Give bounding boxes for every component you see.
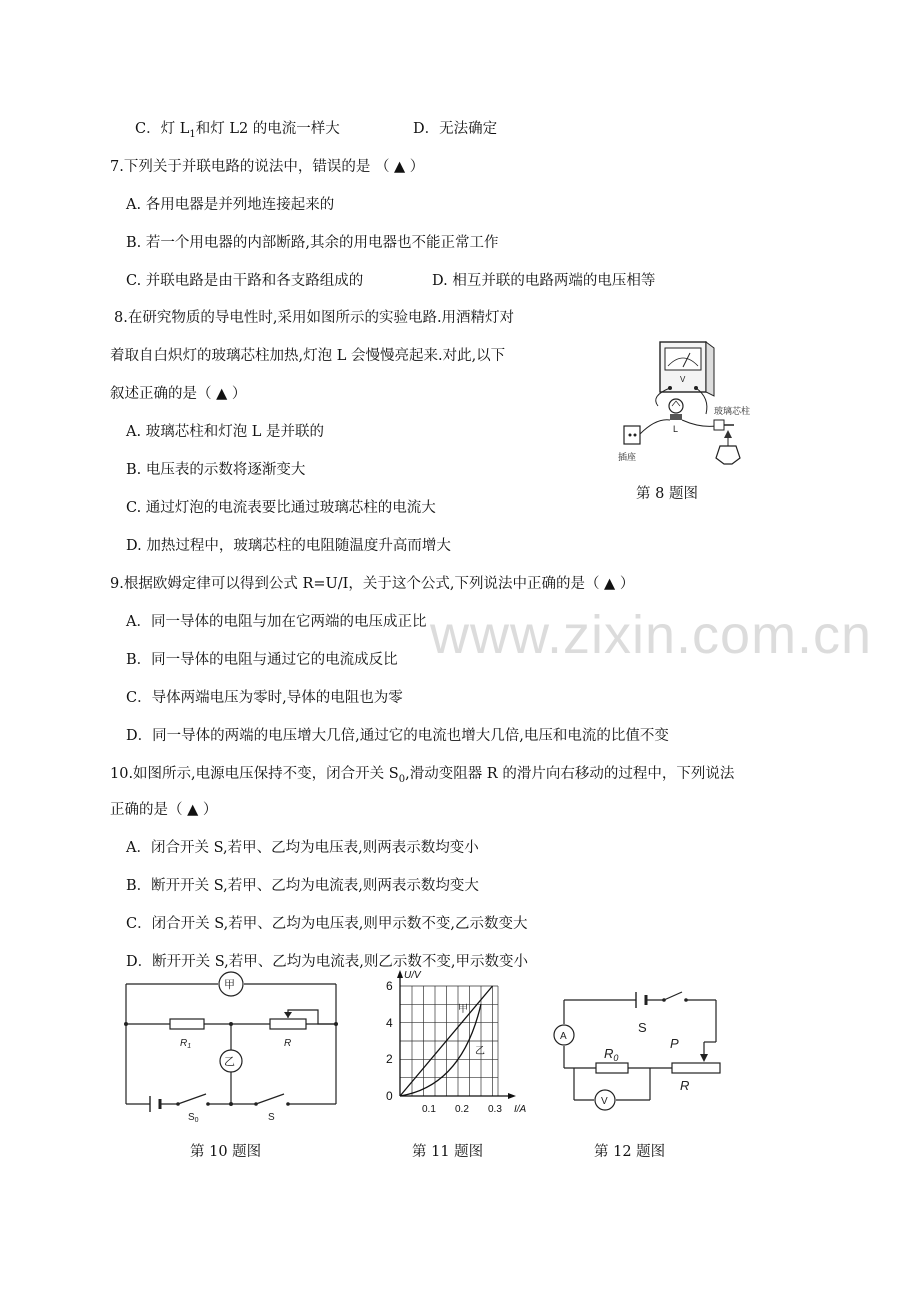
q9-option-d: D．同一导体的两端的电压增大几倍,通过它的电流也增大几倍,电压和电流的比值不变 <box>126 728 669 744</box>
y-tick-6: 6 <box>386 979 393 993</box>
q7-option-c: C. 并联电路是由干路和各支路组成的 <box>126 273 364 289</box>
fig12-r-label: R <box>680 1078 690 1093</box>
q8-option-d: D. 加热过程中，玻璃芯柱的电阻随温度升高而增大 <box>126 538 451 554</box>
meter-jia-label: 甲 <box>224 979 235 991</box>
rheostat-r <box>672 1063 720 1073</box>
q8-option-b: B. 电压表的示数将逐渐变大 <box>126 462 306 478</box>
q9-option-b: B．同一导体的电阻与通过它的电流成反比 <box>126 652 398 668</box>
figure-10-caption: 第 10 题图 <box>190 1144 262 1160</box>
x-tick-01: 0.1 <box>422 1104 436 1115</box>
q10-stem-2: 正确的是（ ▲ ） <box>110 802 218 818</box>
x-tick-02: 0.2 <box>455 1104 469 1115</box>
p-label: P <box>670 1036 679 1051</box>
ammeter-label: A <box>560 1031 567 1042</box>
figure-8-diagram <box>610 334 770 474</box>
socket-icon <box>624 426 640 444</box>
q9-option-a: A．同一导体的电阻与加在它两端的电压成正比 <box>126 614 427 630</box>
q7-option-b: B. 若一个用电器的内部断路,其余的用电器也不能正常工作 <box>126 235 499 251</box>
q10-option-d: D．断开开关 S,若甲、乙均为电流表,则乙示数不变,甲示数变小 <box>126 954 528 970</box>
q10-stem-1-sub: 0 <box>398 773 406 785</box>
q9-stem: 9.根据欧姆定律可以得到公式 R=U/I，关于这个公式,下列说法中正确的是（ ▲ ） <box>110 576 635 592</box>
q6-option-c-sub: 1 <box>189 128 196 140</box>
series-jia-label: 甲 <box>458 1004 468 1015</box>
q10-stem-1-pre: 10.如图所示,电源电压保持不变，闭合开关 S <box>110 766 399 782</box>
q10-stem-1-post: ,滑动变阻器 R 的滑片向右移动的过程中，下列说法 <box>405 766 735 782</box>
r-label: R <box>284 1038 292 1049</box>
meter-yi-label: 乙 <box>224 1056 235 1068</box>
y-tick-0: 0 <box>386 1089 393 1103</box>
resistor-r0 <box>596 1063 628 1073</box>
y-tick-2: 2 <box>386 1052 393 1066</box>
figure-11-graph <box>378 966 538 1116</box>
q6-option-d: D．无法确定 <box>413 121 498 137</box>
q7-stem: 7.下列关于并联电路的说法中，错误的是 （ ▲ ） <box>110 159 425 175</box>
q10-option-b: B．断开开关 S,若甲、乙均为电流表,则两表示数均变大 <box>126 878 479 894</box>
resistor-r1 <box>170 1019 204 1029</box>
s0-label: $S_0$ <box>188 1112 199 1124</box>
voltmeter-label: V <box>601 1096 608 1107</box>
q7-option-d: D. 相互并联的电路两端的电压相等 <box>432 273 656 289</box>
bulb-label: L <box>673 424 679 434</box>
series-yi-label: 乙 <box>475 1046 485 1057</box>
rheostat-r <box>270 1019 306 1029</box>
q6-option-c-post: 和灯 L2 的电流一样大 <box>195 121 340 137</box>
x-tick-03: 0.3 <box>488 1104 502 1115</box>
figure-12-caption: 第 12 题图 <box>594 1144 666 1160</box>
q8-stem-3: 叙述正确的是（ ▲ ） <box>110 386 247 402</box>
x-axis-label: I/A <box>514 1104 527 1115</box>
y-tick-4: 4 <box>386 1016 393 1030</box>
q6-option-c-pre: C．灯 L <box>135 121 190 137</box>
figure-8-caption: 第 8 题图 <box>636 486 698 502</box>
q6-option-c <box>135 119 340 145</box>
alcohol-lamp-icon <box>716 446 740 464</box>
voltmeter-label: V <box>680 375 686 384</box>
y-axis-label: U/V <box>404 970 421 981</box>
q10-option-a: A．闭合开关 S,若甲、乙均为电压表,则两表示数均变小 <box>126 840 479 856</box>
q8-stem-2: 着取自白炽灯的玻璃芯柱加热,灯泡 L 会慢慢亮起来.对此,以下 <box>110 348 506 364</box>
r0-label: $R_0$ <box>604 1046 619 1063</box>
figure-10-circuit <box>118 970 348 1124</box>
q10-stem-1 <box>110 764 734 790</box>
r1-label: $R_1$ <box>180 1038 192 1050</box>
q8-stem-1: 8.在研究物质的导电性时,采用如图所示的实验电路.用酒精灯对 <box>114 310 515 326</box>
q10-option-c: C．闭合开关 S,若甲、乙均为电压表,则甲示数不变,乙示数变大 <box>126 916 528 932</box>
q8-option-a: A. 玻璃芯柱和灯泡 L 是并联的 <box>126 424 325 440</box>
figure-11-caption: 第 11 题图 <box>412 1144 484 1160</box>
q9-option-c: C．导体两端电压为零时,导体的电阻也为零 <box>126 690 403 706</box>
s-label: S <box>268 1112 275 1123</box>
figure-12-circuit <box>552 986 732 1116</box>
socket-label: 插座 <box>618 452 637 462</box>
fig12-s-label: S <box>638 1020 647 1035</box>
q7-option-a: A. 各用电器是并列地连接起来的 <box>126 197 335 213</box>
glass-core-label: 玻璃芯柱 <box>714 406 751 416</box>
watermark: www.zixin.com.cn <box>430 605 873 665</box>
q8-option-c: C. 通过灯泡的电流表要比通过玻璃芯柱的电流大 <box>126 500 436 516</box>
